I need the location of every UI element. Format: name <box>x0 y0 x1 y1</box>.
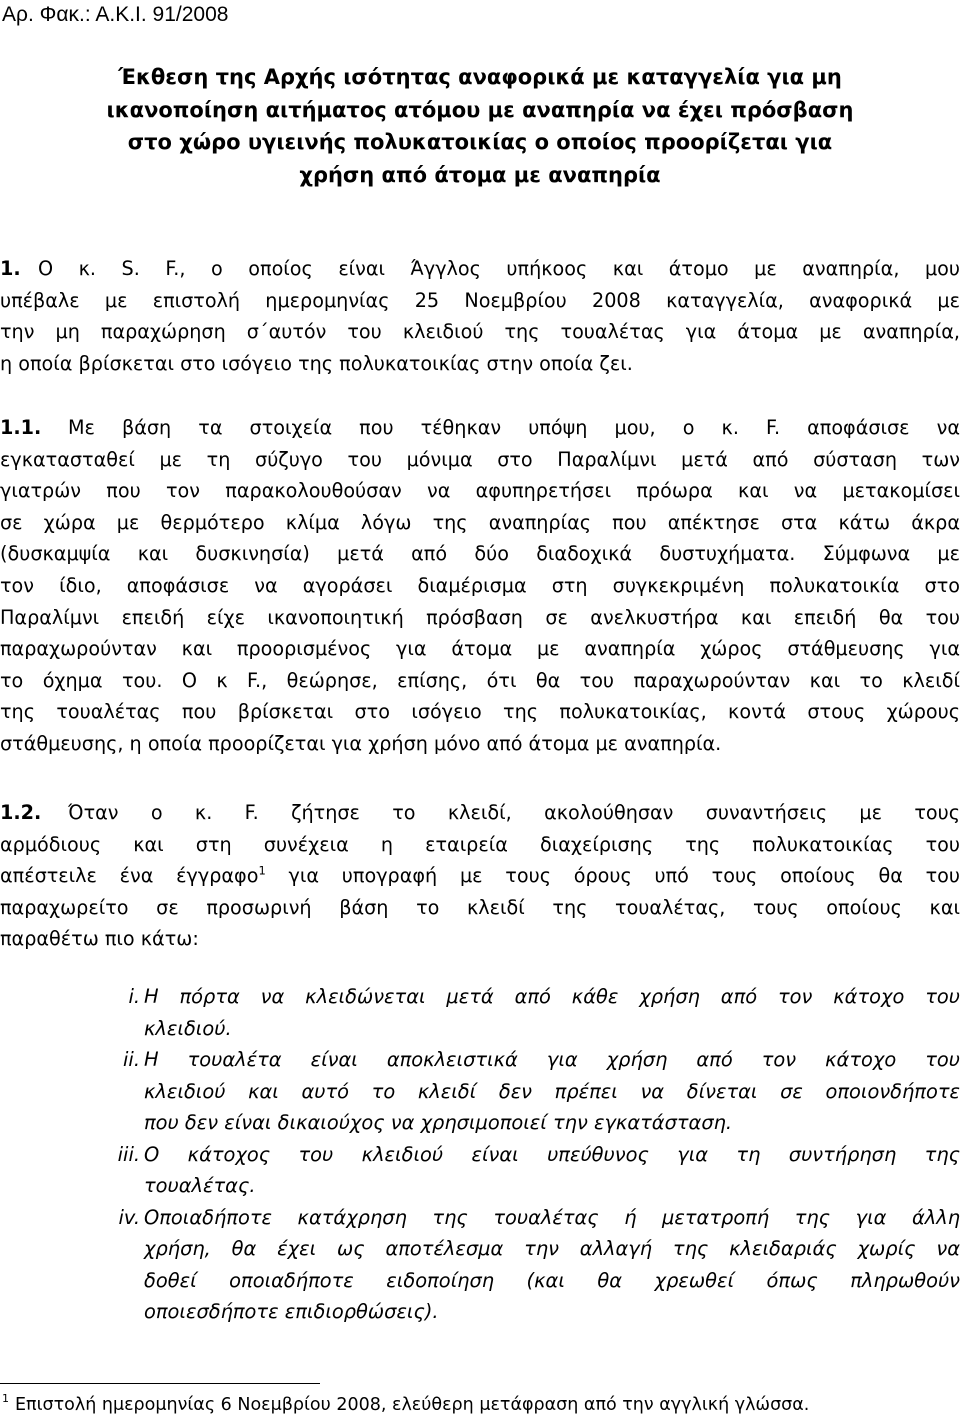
paragraph-line: την μη παραχώρηση σ΄αυτόν του κλειδιού της τουαλέτας για άτομα με αναπηρία, <box>0 320 960 344</box>
document-title <box>40 61 920 191</box>
paragraph-line: εγκατασταθεί με τη σύζυγο του μόνιμα στο Παραλίμνι μετά από σύσταση των <box>0 447 960 471</box>
section-1-2-text: Όταν ο κ. F. ζήτησε το κλειδί, ακολούθησαν συναντήσεις με τους <box>68 801 960 824</box>
section-1-1-text: Με βάση τα στοιχεία που τέθηκαν υπόψη μου, ο κ. F. αποφάσισε να <box>68 416 960 439</box>
paragraph-line: στάθμευσης, η οποία προορίζεται για χρήση μόνο από άτομα με αναπηρία. <box>0 731 722 755</box>
list-numeral: iv. <box>118 1205 140 1229</box>
footnote-separator <box>0 1383 320 1384</box>
list-numeral: iii. <box>117 1142 140 1166</box>
paragraph-line: τον ίδιο, αποφάσισε να αγοράσει διαμέρισμα στη συγκεκριμένη πολυκατοικία στο <box>0 573 960 597</box>
paragraph-line: αρμόδιους και στη συνέχεια η εταιρεία διαχείρισης της πολυκατοικίας του <box>0 832 960 856</box>
terms-list <box>0 981 960 1328</box>
paragraph-line: το όχημα του. Ο κ F., θεώρησε, επίσης, ότι θα του παραχωρούνταν και το κλειδί <box>0 668 960 692</box>
list-item-line: Οποιαδήποτε κατάχρηση της τουαλέτας ή μετατροπή της για άλλη <box>144 1205 960 1229</box>
title-line: Έκθεση της Αρχής ισότητας αναφορικά με καταγγελία για μη <box>118 65 842 89</box>
list-item-line: δοθεί οποιαδήποτε ειδοποίηση (και θα χρεωθεί όπως πληρωθούν <box>144 1268 960 1292</box>
footnote <box>2 1390 809 1420</box>
section-number: 1.2. <box>0 801 42 824</box>
line-text: για υπογραφή με τους όρους υπό τους οποίους θα του <box>265 864 960 888</box>
list-item-line: οποιεσδήποτε επιδιορθώσεις). <box>144 1300 439 1323</box>
list-item-line: τουαλέτας. <box>144 1174 256 1197</box>
title-line: στο χώρο υγιεινής πολυκατοικίας ο οποίος προορίζεται για <box>127 130 833 155</box>
section-1-2 <box>0 797 960 955</box>
list-item <box>0 1044 960 1139</box>
paragraph-line: παραχωρείτο σε προσωρινή βάση το κλειδί της τουαλέτας, τους οποίους και <box>0 895 960 919</box>
section-1-first-line <box>0 253 960 285</box>
paragraph-line: η οποία βρίσκεται στο ισόγειο της πολυκατοικίας στην οποία ζει. <box>0 351 633 375</box>
paragraph-line: παραθέτω πιο κάτω: <box>0 927 199 951</box>
list-numeral: i. <box>128 985 140 1008</box>
list-item-line: Η τουαλέτα είναι αποκλειστικά για χρήση από τον κάτοχο του <box>144 1048 960 1071</box>
paragraph-line-with-footnote <box>0 860 960 892</box>
section-1 <box>0 253 960 379</box>
paragraph-line: Παραλίμνι επειδή είχε ικανοποιητική πρόσβαση σε ανελκυστήρα και επειδή θα του <box>0 605 960 629</box>
paragraph-line: γιατρών που τον παρακολουθούσαν να αφυπηρετήσει πρόωρα και να μετακομίσει <box>0 479 960 503</box>
paragraph-line: (δυσκαμψία και δυσκινησία) μετά από δύο διαδοχικά δυστυχήματα. Σύμφωνα με <box>0 542 960 566</box>
title-line: χρήση από άτομα με αναπηρία <box>299 162 661 187</box>
title-line: ικανοποίηση αιτήματος ατόμου με αναπηρία να έχει πρόσβαση <box>106 97 854 122</box>
footnote-marker[interactable]: 1 <box>258 863 266 878</box>
section-1-1 <box>0 412 960 760</box>
paragraph-line: παραχωρούνταν και προορισμένος για άτομα με αναπηρία χώρος στάθμευσης για <box>0 637 960 661</box>
list-item-line: που δεν είναι δικαιούχος να χρησιμοποιεί την εγκατάσταση. <box>144 1111 733 1134</box>
section-number: 1.1. <box>0 416 42 439</box>
section-1-1-first-line <box>0 412 960 444</box>
list-item-line: κλειδιού. <box>144 1016 232 1040</box>
list-item <box>0 1202 960 1328</box>
footnote-text: Επιστολή ημερομηνίας 6 Νοεμβρίου 2008, ελεύθερη μετάφραση από την αγγλική γλώσσα. <box>15 1395 810 1415</box>
paragraph-line: σε χώρα με θερμότερο κλίμα λόγω της αναπηρίας που απέκτησε στα κάτω άκρα <box>0 510 960 534</box>
paragraph-line: της τουαλέτας που βρίσκεται στο ισόγειο της πολυκατοικίας, κοντά στους χώρους <box>0 700 960 724</box>
list-item-line: χρήση, θα έχει ως αποτέλεσμα την αλλαγή της κλειδαριάς χωρίς να <box>144 1237 960 1260</box>
file-reference: Αρ. Φακ.: Α.Κ.Ι. 91/2008 <box>2 3 229 26</box>
list-item-line: κλειδιού και αυτό το κλειδί δεν πρέπει να δίνεται σε οποιονδήποτε <box>144 1079 960 1103</box>
footnote-number: 1 <box>2 1392 9 1405</box>
list-item-line: Ο κάτοχος του κλειδιού είναι υπεύθυνος για τη συντήρηση της <box>144 1142 960 1166</box>
list-numeral: ii. <box>123 1048 140 1071</box>
paragraph-line: υπέβαλε με επιστολή ημερομηνίας 25 Νοεμβρίου 2008 καταγγελία, αναφορικά με <box>0 288 960 312</box>
list-item <box>0 1139 960 1202</box>
section-1-text: Ο κ. S. F., ο οποίος είναι Άγγλος υπήκοος και άτομο με αναπηρία, μου <box>38 257 960 280</box>
section-1-2-first-line <box>0 797 960 829</box>
section-number: 1. <box>0 257 21 280</box>
list-item <box>0 981 960 1044</box>
list-item-line: Η πόρτα να κλειδώνεται μετά από κάθε χρήση από τον κάτοχο του <box>144 985 960 1008</box>
line-text: απέστειλε ένα έγγραφο <box>0 864 259 888</box>
